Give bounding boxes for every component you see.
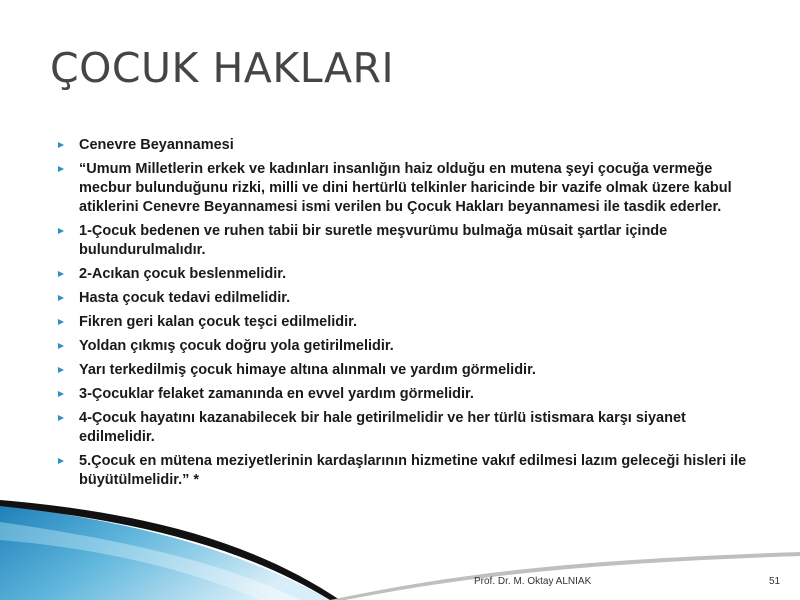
bullet-item xyxy=(58,222,758,260)
bullet-text: “Umum Milletlerin erkek ve kadınları insanlığın haiz olduğu en mutena şeyi çocuğa vermeğe mecbur bulunduğunu rizki, milli ve dini hertürlü telkinler haricinde bir vazife olmak üzere kabul atiklerini Cenevre Beyannamesi ismi verilen bu Çocuk Hakları beyannamesi ile tasdik ederler. xyxy=(79,161,732,215)
bullet-text: Yarı terkedilmiş çocuk himaye altına alınmalı ve yardım görmelidir. xyxy=(79,362,536,378)
triangle-bullet-icon xyxy=(58,166,64,172)
bullet-text: Hasta çocuk tedavi edilmelidir. xyxy=(79,290,291,306)
slide-title: ÇOCUK HAKLARI xyxy=(50,44,395,92)
bullet-item xyxy=(58,160,758,217)
bullet-text: Fikren geri kalan çocuk teşci edilmelidir. xyxy=(79,314,358,330)
bullet-item xyxy=(58,385,758,404)
triangle-bullet-icon xyxy=(58,367,64,373)
bullet-item xyxy=(58,452,758,490)
triangle-bullet-icon xyxy=(58,319,64,325)
bullet-text: 3-Çocuklar felaket zamanında en evvel yardım görmelidir. xyxy=(79,386,474,402)
triangle-bullet-icon xyxy=(58,415,64,421)
bullet-list xyxy=(58,136,758,495)
page-number: 51 xyxy=(769,576,781,587)
triangle-bullet-icon xyxy=(58,343,64,349)
bullet-item xyxy=(58,337,758,356)
bullet-text: 2-Acıkan çocuk beslenmelidir. xyxy=(79,266,287,282)
bullet-text: 1-Çocuk bedenen ve ruhen tabii bir suretle meşvurümu bulmağa müsait şartlar içinde bulundurulmalıdır. xyxy=(79,223,668,258)
bullet-item xyxy=(58,313,758,332)
bullet-item xyxy=(58,361,758,380)
bullet-item xyxy=(58,136,758,155)
bullet-text: Yoldan çıkmış çocuk doğru yola getirilmelidir. xyxy=(79,338,394,354)
footer-author: Prof. Dr. M. Oktay ALNIAK xyxy=(474,576,592,587)
triangle-bullet-icon xyxy=(58,391,64,397)
bullet-item xyxy=(58,409,758,447)
triangle-bullet-icon xyxy=(58,271,64,277)
bullet-item xyxy=(58,265,758,284)
bullet-text: Cenevre Beyannamesi xyxy=(79,137,234,153)
triangle-bullet-icon xyxy=(58,295,64,301)
bullet-item xyxy=(58,289,758,308)
triangle-bullet-icon xyxy=(58,228,64,234)
triangle-bullet-icon xyxy=(58,142,64,148)
bullet-text: 5.Çocuk en mütena meziyetlerinin kardaşlarının hizmetine vakıf edilmesi lazım geleceği hisleri ile büyütülmelidir.” * xyxy=(79,453,747,488)
triangle-bullet-icon xyxy=(58,458,64,464)
bullet-text: 4-Çocuk hayatını kazanabilecek bir hale getirilmelidir ve her türlü istismara karşı siyanet edilmelidir. xyxy=(79,410,686,445)
